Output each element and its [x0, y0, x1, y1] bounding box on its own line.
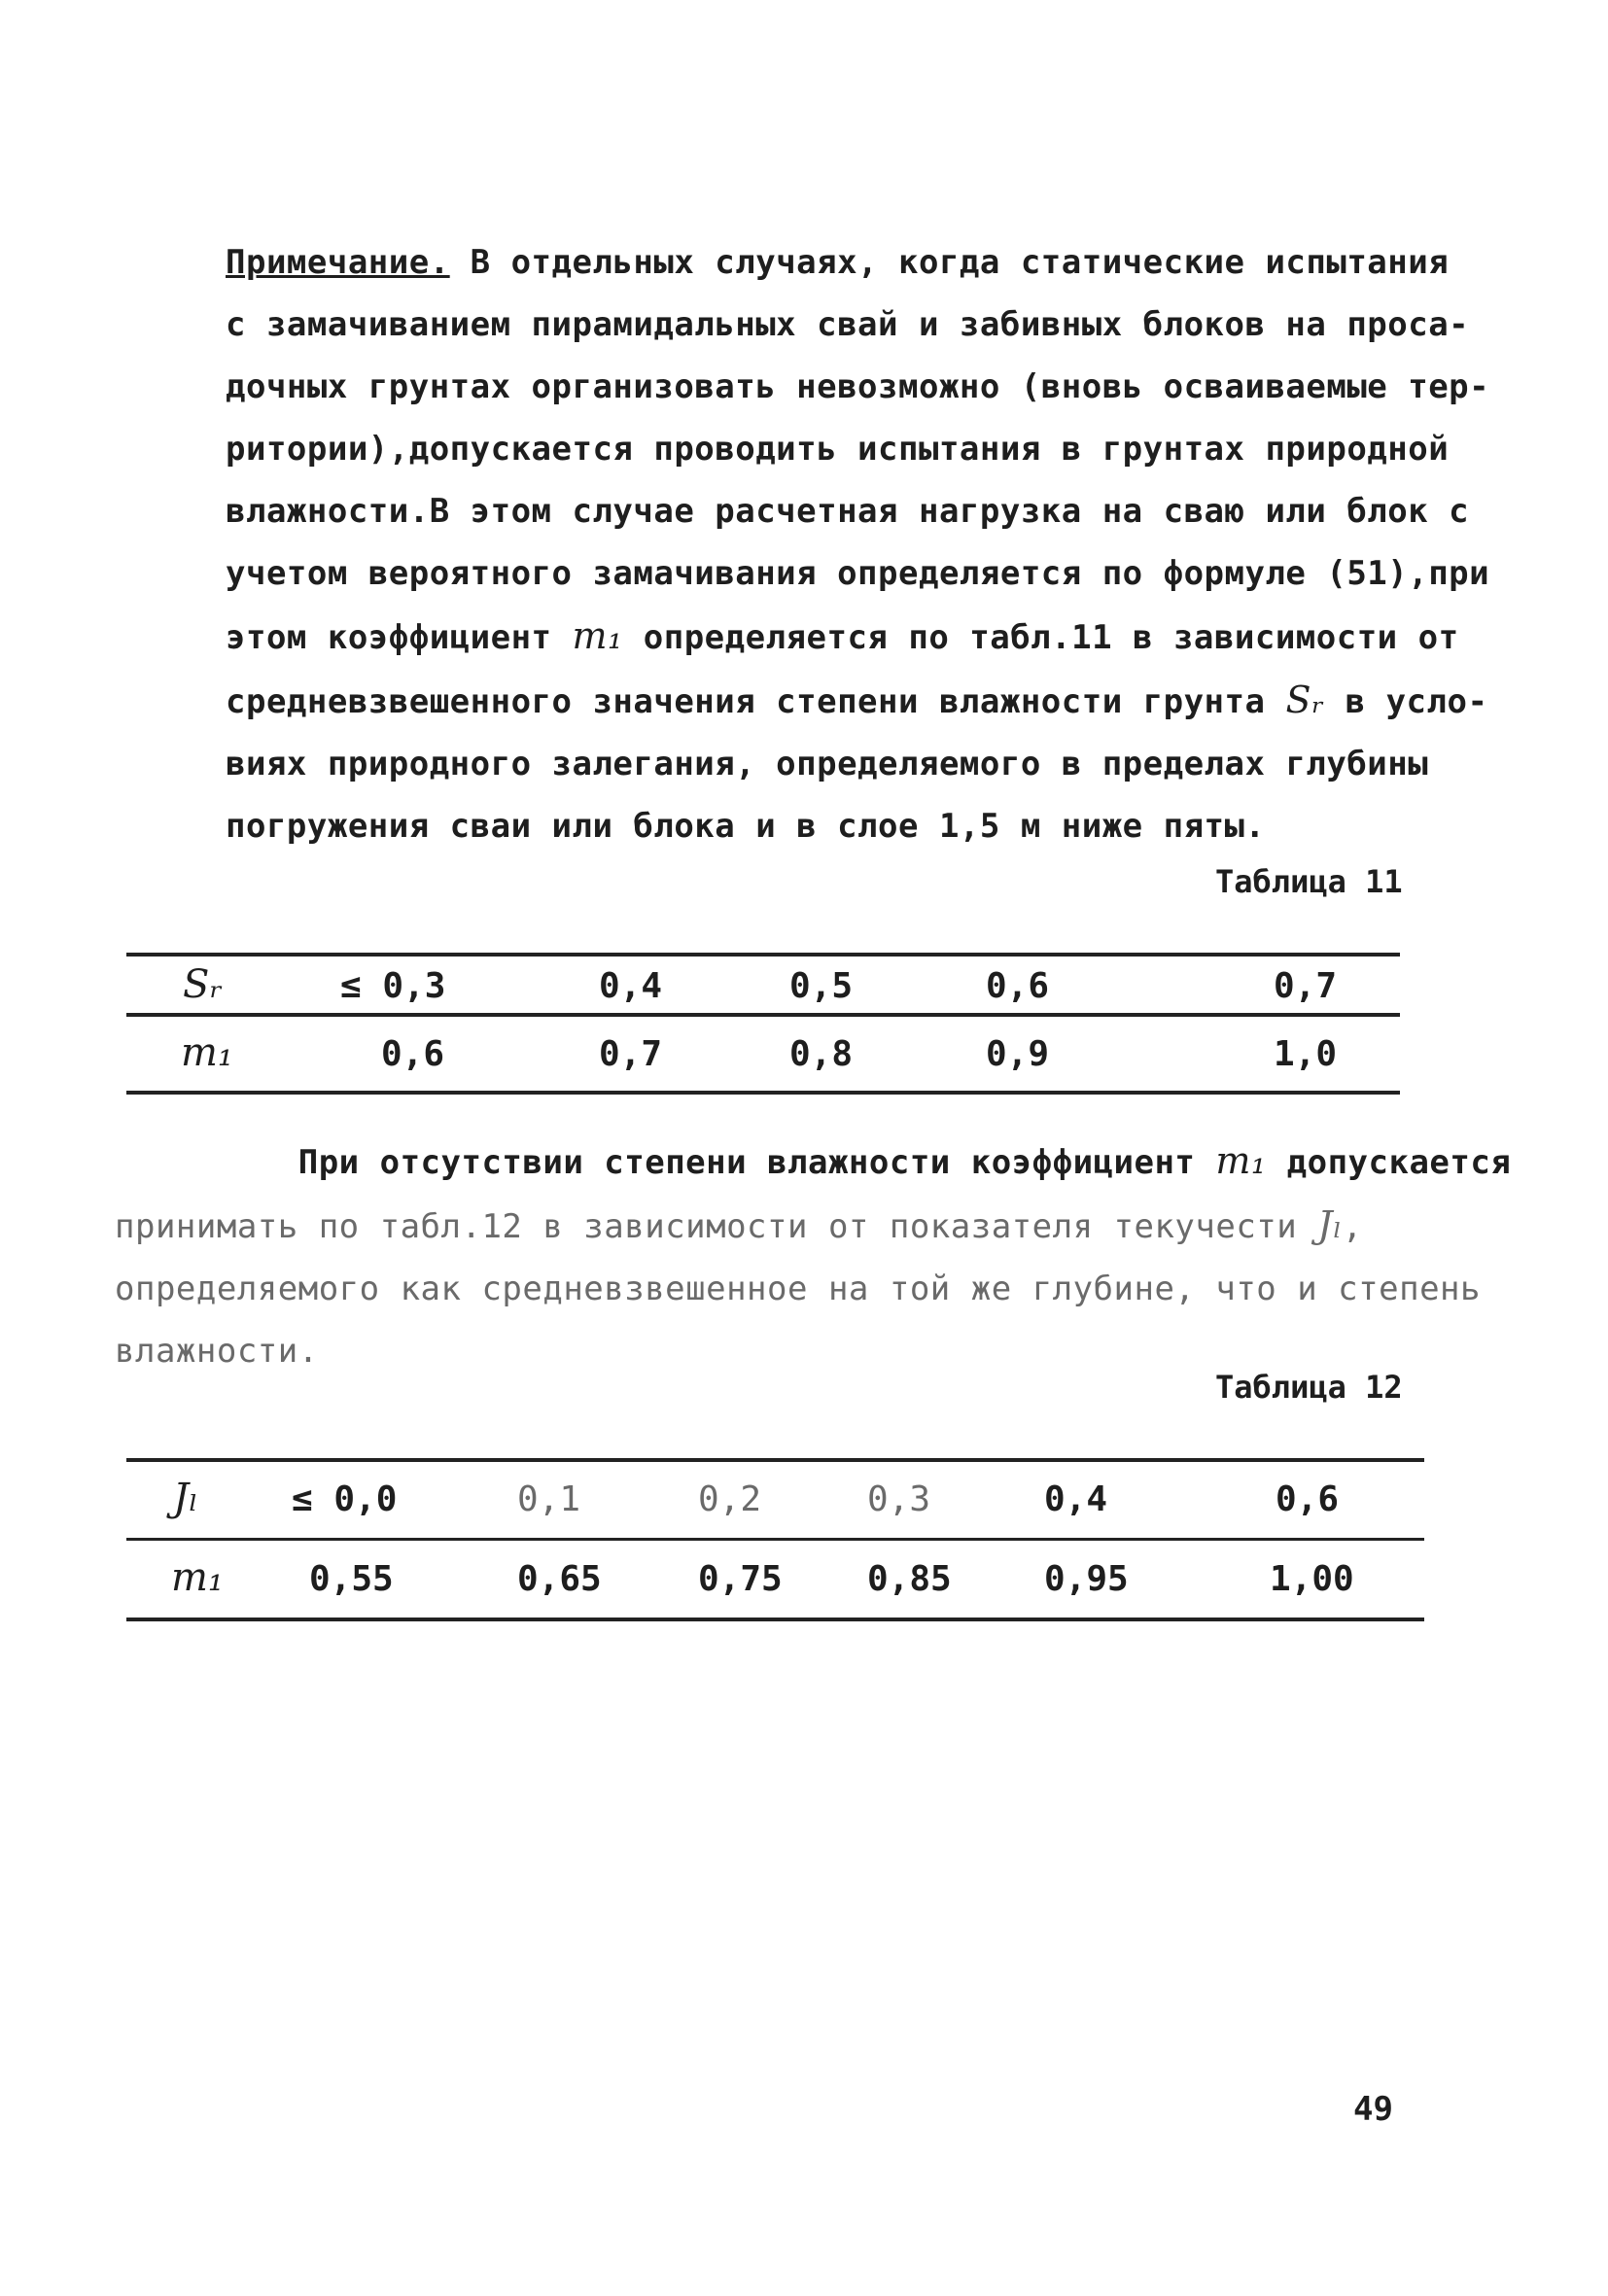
- table-11-cell: 0,8: [789, 1034, 854, 1074]
- table-11-cell: 0,5: [789, 966, 854, 1006]
- body-line-4: влажности.: [115, 1332, 319, 1371]
- table-11-cell: 0,4: [599, 966, 663, 1006]
- table-12-m1-symbol: m₁: [171, 1555, 224, 1600]
- table-12-cell: 0,75: [698, 1559, 783, 1599]
- body-paragraph: [115, 1130, 1511, 1382]
- table-11-cell: 0,6: [381, 1034, 445, 1074]
- table-12-cell: 0,3: [867, 1479, 931, 1519]
- note-line-8-a: средневзвешенного значения степени влажности грунта: [226, 682, 1286, 721]
- body-line-1-b: допускается: [1266, 1143, 1512, 1182]
- note-line-1: [226, 231, 1489, 294]
- note-paragraph: [226, 231, 1489, 857]
- table-11-cell: 0,7: [1274, 966, 1338, 1006]
- table-11-sr-symbol: Sᵣ: [183, 962, 224, 1007]
- table-11-cell: 0,7: [599, 1034, 663, 1074]
- note-line-2: с замачиванием пирамидальных свай и забивных блоков на проса-: [226, 305, 1470, 344]
- note-label: Примечание.: [226, 243, 450, 282]
- table-12-bottom-rule: [126, 1618, 1424, 1621]
- symbol-m1: m₁: [1215, 1139, 1267, 1182]
- table-12-cell: 0,85: [867, 1559, 952, 1599]
- symbol-m1: m₁: [572, 614, 623, 657]
- note-line-4: ритории),допускается проводить испытания в грунтах природной: [226, 430, 1450, 469]
- body-line-1-a: При отсутствии степени влажности коэффициент: [297, 1143, 1216, 1182]
- body-line-2: [115, 1194, 1511, 1258]
- table-12-cell: 0,4: [1044, 1479, 1108, 1519]
- table-11-cell: 0,6: [986, 966, 1050, 1006]
- note-line-5: влажности.В этом случае расчетная нагрузка на сваю или блок с: [226, 492, 1470, 531]
- body-line-2-b: ,: [1342, 1207, 1363, 1246]
- table-12-cell: 0,1: [517, 1479, 581, 1519]
- table-12-caption: Таблица 12: [1215, 1369, 1403, 1406]
- table-12-cell: 0,95: [1044, 1559, 1129, 1599]
- note-line-8-b: в усло-: [1324, 682, 1488, 721]
- table-12-jl-symbol: Jₗ: [173, 1476, 198, 1520]
- body-line-3: определяемого как средневзвешенное на той же глубине, что и степень: [115, 1270, 1481, 1308]
- table-12-middle-rule: [126, 1538, 1424, 1541]
- table-11-caption: Таблица 11: [1215, 863, 1403, 900]
- symbol-jl: Jₗ: [1317, 1203, 1343, 1246]
- note-line-9: виях природного залегания, определяемого в пределах глубины: [226, 745, 1429, 783]
- table-12-cell: 0,65: [517, 1559, 602, 1599]
- body-line-1: [115, 1130, 1511, 1194]
- note-line-7-a: этом коэффициент: [226, 618, 573, 657]
- note-line-3: дочных грунтах организовать невозможно (вновь осваиваемые тер-: [226, 367, 1490, 406]
- table-11-top-rule: [126, 953, 1400, 957]
- note-line-6: учетом вероятного замачивания определяется по формуле (51),при: [226, 554, 1490, 593]
- table-12-cell: 0,6: [1276, 1479, 1340, 1519]
- note-line-7-b: определяется по табл.11 в зависимости от: [622, 618, 1459, 657]
- table-12-top-rule: [126, 1458, 1424, 1462]
- note-line-7: [226, 605, 1489, 669]
- note-line-10: погружения сваи или блока и в слое 1,5 м ниже пяты.: [226, 807, 1266, 846]
- table-12-cell: 1,00: [1270, 1559, 1354, 1599]
- table-11-cell: 0,9: [986, 1034, 1050, 1074]
- table-11-m1-symbol: m₁: [181, 1030, 233, 1075]
- symbol-sr: Sᵣ: [1285, 678, 1325, 721]
- table-12-cell: 0,2: [698, 1479, 762, 1519]
- note-line-8: [226, 669, 1489, 733]
- table-11-cell: 1,0: [1274, 1034, 1338, 1074]
- table-12-cell: ≤ 0,0: [292, 1479, 398, 1519]
- table-11-middle-rule: [126, 1013, 1400, 1017]
- table-11-cell: ≤ 0,3: [340, 966, 446, 1006]
- table-11-bottom-rule: [126, 1091, 1400, 1095]
- body-line-2-a: принимать по табл.12 в зависимости от показателя текучести: [115, 1207, 1318, 1246]
- table-12-cell: 0,55: [309, 1559, 394, 1599]
- page-number: 49: [1353, 2090, 1393, 2129]
- note-line-1-text: В отдельных случаях, когда статические испытания: [449, 243, 1450, 282]
